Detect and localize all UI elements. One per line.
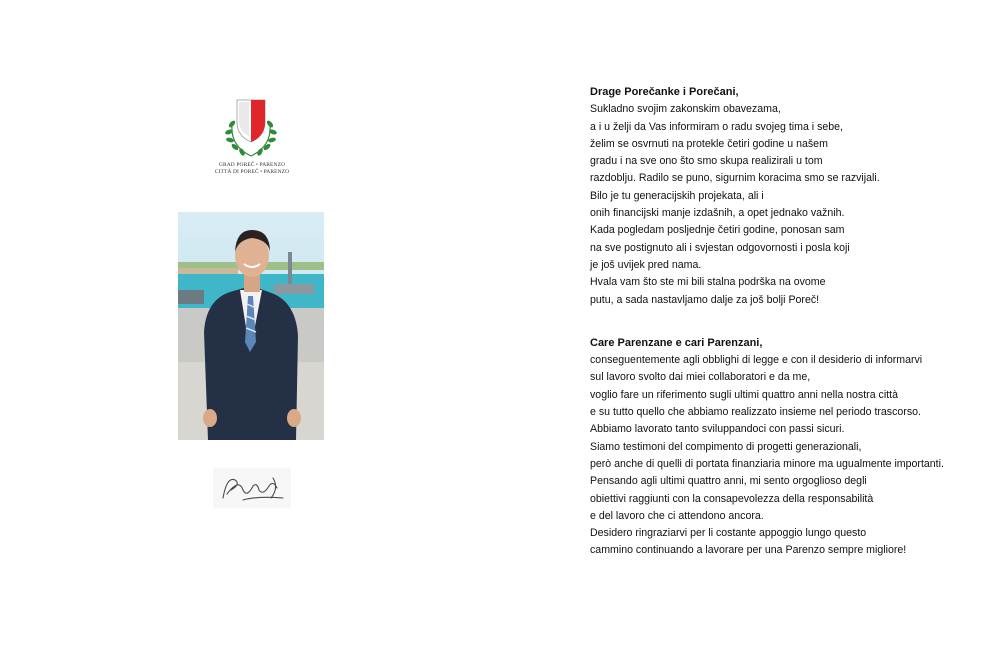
letter-line: na sve postignuto ali i svjestan odgovornosti i posla koji	[590, 241, 850, 254]
letter-line: razdoblju. Radilo se puno, sigurnim koracima smo se razvijali.	[590, 172, 880, 185]
handwritten-signature	[213, 468, 291, 508]
letter-line: e del lavoro che ci attendono ancora.	[590, 509, 764, 522]
letter-line: a i u želji da Vas informiram o radu svojeg tima i sebe,	[590, 120, 843, 133]
letter-text-block	[590, 84, 1000, 560]
portrait-image	[178, 212, 324, 440]
crest-caption	[200, 162, 304, 176]
letter-line: sul lavoro svolto dai miei collaboratori e da me,	[590, 371, 811, 384]
letter-line: però anche di quelli di portata finanziaria minore ma ugualmente importanti.	[590, 457, 944, 470]
letter-line: je još uvijek pred nama.	[590, 258, 702, 271]
mayor-portrait-photo	[178, 212, 324, 440]
left-column	[0, 0, 500, 647]
letter-line: putu, a sada nastavljamo dalje za još bolji Poreč!	[590, 293, 820, 306]
crest-emblem-icon	[218, 96, 284, 162]
letter-line: Siamo testimoni del compimento di progetti generazionali,	[590, 440, 862, 453]
letter-line: Hvala vam što ste mi bili stalna podrška na ovome	[590, 276, 826, 289]
letter-line: e su tutto quello che abbiamo realizzato insieme nel periodo trascorso.	[590, 406, 921, 419]
signature-image	[213, 468, 291, 508]
greeting-italian: Care Parenzane e cari Parenzani,	[590, 336, 763, 349]
greeting-croatian: Drage Porečanke i Porečani,	[590, 86, 739, 98]
letter-line: obiettivi raggiunti con la consapevolezza della responsabilità	[590, 492, 874, 505]
letter-line: voglio fare un riferimento sugli ultimi quattro anni nella nostra città	[590, 388, 898, 401]
section-spacer	[590, 309, 1000, 335]
city-crest-logo	[218, 96, 284, 162]
crest-caption-line2: CITTÀ DI POREČ • PARENZO	[214, 169, 290, 175]
letter-line: cammino continuando a lavorare per una Parenzo sempre migliore!	[590, 544, 907, 557]
letter-italian-body	[590, 352, 1000, 560]
letter-croatian-body	[590, 101, 1000, 309]
letter-line: Abbiamo lavorato tanto sviluppandoci con passi sicuri.	[590, 423, 845, 436]
letter-line: onih financijski manje izdašnih, a opet jednako važnih.	[590, 207, 845, 220]
letter-line: želim se osvrnuti na protekle četiri godine u našem	[590, 137, 828, 150]
crest-caption-line1: GRAD POREČ • PARENZO	[218, 162, 286, 168]
letter-line: Sukladno svojim zakonskim obavezama,	[590, 103, 781, 116]
letter-line: gradu i na sve ono što smo skupa realizirali u tom	[590, 155, 823, 168]
letter-line: conseguentemente agli obblighi di legge e con il desiderio di informarvi	[590, 354, 923, 367]
letter-line: Bilo je tu generacijskih projekata, ali i	[590, 189, 764, 202]
letter-line: Desidero ringraziarvi per li costante appoggio lungo questo	[590, 527, 867, 540]
letter-line: Pensando agli ultimi quattro anni, mi sento orgoglioso degli	[590, 475, 867, 488]
letter-line: Kada pogledam posljednje četiri godine, ponosan sam	[590, 224, 845, 237]
